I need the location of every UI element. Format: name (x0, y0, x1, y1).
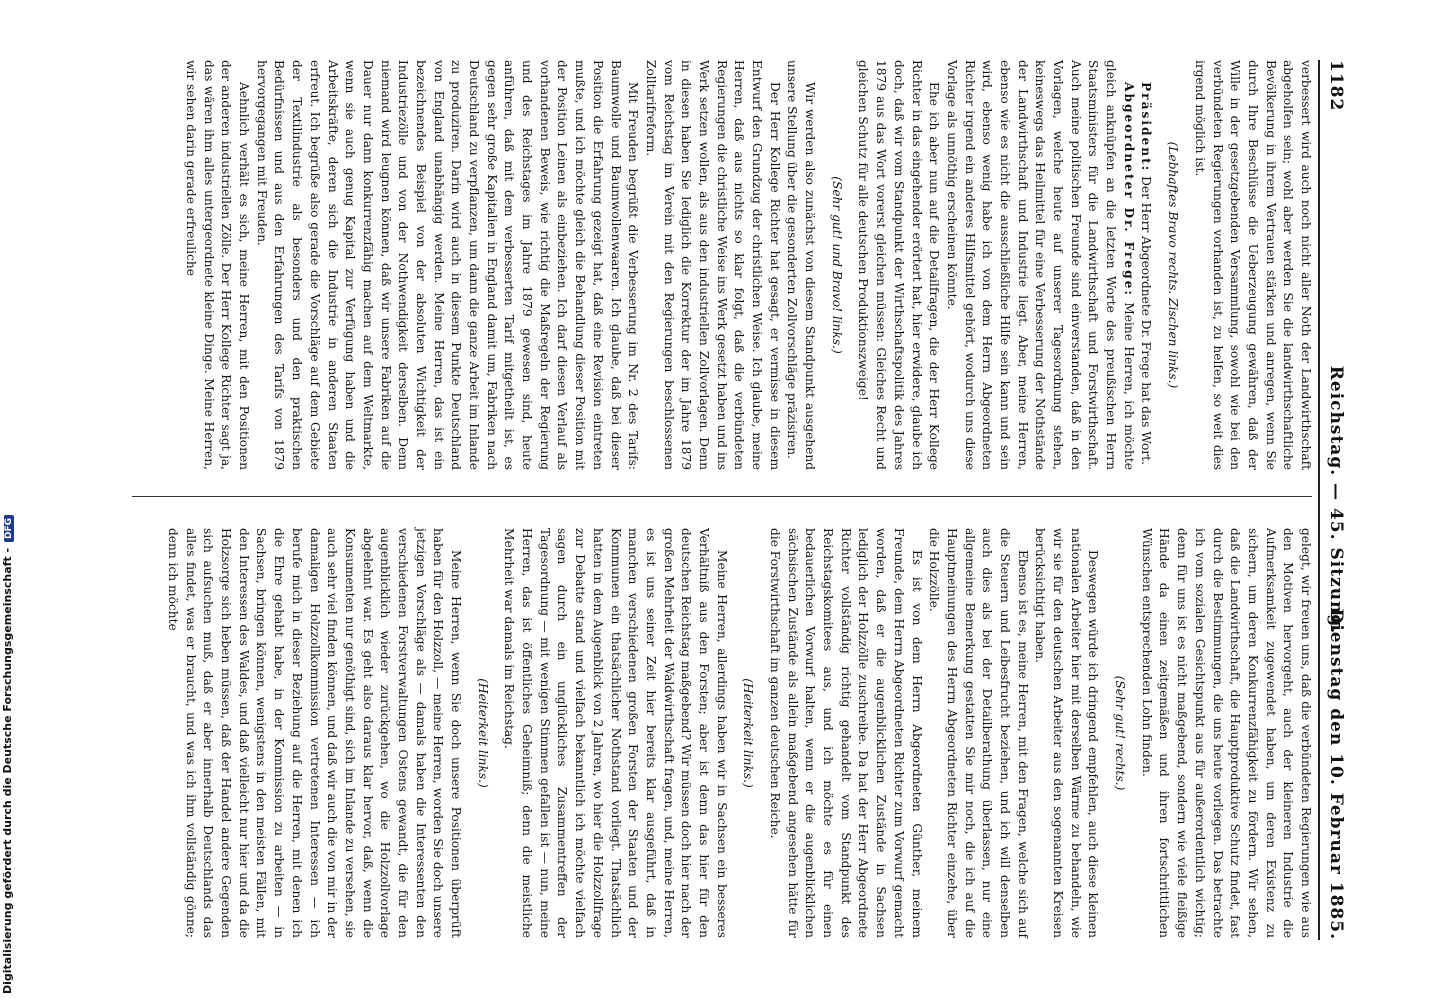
paragraph: Aehnlich verhält es sich, meine Herren, mit den Positionen der anderen industriellen Zölle. Der Herr Kollege Richter sagt ja, das wären ihm alles untergeordnete kleine Dinge. Meine Herren, wir sehen darin gerade erfreuliche (184, 60, 252, 470)
paragraph: Der Herr Kollege Richter hat gesagt, er vermisse in diesem Entwurf den Grundzug der christlichen Weise. Ich glaube, meine Herren, daß aus nichts so klar folgt, daß die verbündeten Regierungen die christliche Weise ins Werk gesetzt haben und ins Werk setzen wollen, als aus den industriellen Zollvorlagen. Denn in diesen haben Sie lediglich die Korrektur der im Jahre 1879 vom Reichstag im Verein mit den Regierungen beschlossenen Zolltarifreform. (643, 60, 782, 470)
paragraph: Ehe ich aber nun auf die Detailfragen, die der Herr Kollege Richter in das eingehender erörtert hat, hier erwidere, glaube ich doch, daß wir vom Standpunkt der Wirthschaftspolitik des Jahres 1879 aus das Wort vorerst gleichen müssen: Gleiches Recht und gleichen Schutz für alle deutschen Produktionszweige! (856, 60, 942, 470)
digitization-credit-strip (0, 0, 16, 1000)
stage-direction: (Sehr gut! und Bravo! links.) (829, 176, 844, 354)
scanned-page (120, 0, 1432, 1000)
paragraph: gelegt, wir freuen uns, daß die verbündeten Regierungen wie aus den Motiven hervorgeht, auch der kleineren Industrie die Aufmerksamkeit zugewendet haben, um deren Existenz zu sichern, um deren Konkurrenzfähigkeit zu fördern. Wir sehen, daß die Landwirthschaft, die Hauptproduktive Schutz findet, fast durch die Bestimmungen, die uns heute vorliegen. Das betrachte ich vom sozialen Gesichtspunkt aus für außerordentlich wichtig; denn für uns ist es nicht maßgebend, sondern wie viele fleißige Hände da einen zeitgemäßen und ihren fortschrittlichen Wünschen entsprechenden Lohn finden. (1139, 528, 1313, 938)
paragraph: Meine Herren, wenn Sie doch unsere Positionen überprüft haben für den Holzzoll, — meine Herren, worden Sie doch unsere jetzigen Vorschläge als — damals haben die Interessenten den verschiedenen Forstverwaltungen Ostens gewandt, die für den augenblicklich wieder zurückgehen, wo die Holzzollvorlage abgelehnt war. Es geht also daraus klar hervor, daß, wenn die Konsumenten nur genöthigt sind, sich im Inlande zu versehen, sie auch sehr viel finden können, und daß wir auch die von mir in der damaligen Holzzollkommission vertretenen Interessen — ich berufe mich in dieser Beziehung auf die Herren, mit denen ich die Ehre gehabt habe, in der Kommission zu arbeiten — in Sachsen, bringen können, wenigstens in den meisten Fällen, mit den Interessen des Waldes, und daß vielleicht nur hier und da die Holzsorge sich heben müssen, daß der Handel andere Gegenden sich aufsuchen muß, daß er aber innerhalb Deutschlands das alles findet, was er braucht, und was ich ihm vollständig gönne; denn ich möchte (166, 528, 464, 938)
paragraph: verbessert wird auch noch nicht aller Noth der Landwirthschaft abgeholfen sein; wohl aber werden Sie die landwirthschaftliche Bevölkerung in ihrem Vertrauen stärken und anregen, wenn Sie durch Ihre Beschlüsse die Ueberzeugung gewähren, daß der Wille in der gesetzgebenden Versammlung, sowohl wie bei den verbündeten Regierungen vorhanden ist, zu helfen, so weit dies irgend möglich ist. (1192, 60, 1313, 470)
stage-direction: (Heiterkeit links.) (475, 678, 490, 788)
right-column (163, 528, 1314, 938)
stage-direction: (Lebhaftes Bravo rechts. Zischen links.) (1166, 141, 1181, 389)
speech-text: Meine Herren, ich möchte gleich anknüpfen an die letzten Worte des preußischen Herrn Staatsministers für die Landwirthschaft und Forstwirthschaft. Auch meine politischen Freunde sind einverstanden, daß in den Vorlagen, welche heute auf unserer Tagesordnung stehen, keineswegs das Heilmittel für eine Verbesserung der Nothstände der Landwirthschaft und Industrie liegt. Aber, meine Herren, ebenso wie es nicht die ausschließliche Hilfe sein kann und sein wird, ebenso wenig habe ich von dem Herrn Abgeordneten Richter irgend ein anderes Hilfsmittel gehört, wodurch uns diese Vorlage als unnöthig erscheinen könnte. (944, 60, 1136, 470)
paragraph: Ebenso ist es, meine Herren, mit den Fragen, welche sich auf die Steuern und Leibesfrucht beziehen, und ich will denselben auch dies als bei der Detailberathung überlassen, nur eine allgemeine Bemerkung gestatten Sie mir noch, die ich auf die Hauptmeinungen des Herrn Abgeordneten Richter einzehe, über die Holzzölle. (927, 528, 1030, 938)
stage-direction: (Sehr gut! rechts.) (1113, 675, 1128, 791)
page-title: Reichstag. — 45. Sitzung. (1326, 365, 1346, 635)
paragraph: Mit Freuden begrüßt die Verbesserung im Nr. 2 des Tarifs: Baumwolle und Baumwollenwaaren. Ich glaube, daß bei dieser Position die Erfahrung gezeigt hat, daß eine Revision eintreten mußte, und ich möchte gleich die Behandlung dieser Position mit der Position Leinen als einbeziehen. Ich darf diesen Verlauf als vorhandenen Beweis, wie richtig die Maßregeln der Regierung und des Reichstages im Jahre 1879 gewesen sind, heute anführen, daß mit dem verbesserten Tarif mitgetheilt ist, es gegen sehr große Kapitalien in England damit um, Fabriken nach Deutschland zu verpflanzen, um dann die ganze Arbeit im Inlande zu produziren. Darin wird auch in diesem Punkte Deutschland von England unabhängig werden. Meine Herren, das ist ein bezeichnendes Beispiel von der absoluten Wichtigkeit der Industriezölle und von der Nothwendigkeit derselben. Denn niemand wird leugnen können, daß wir unsere Fabriken auf die Dauer nur dann konkurrenzfähig machen auf dem Weltmarkte, wenn sie auch genug Kapital zur Verfügung haben und die Arbeitskräfte, deren sich die Industrie in anderen Staaten erfreut. Ich begrüße also gerade die Vorschläge auf dem Gebiete der Textilindustrie als besonders und den praktischen Bedürfnissen und aus den Erfahrungen des Tarifs von 1879 hervorgegangen mit Freuden. (254, 60, 641, 470)
paragraph: Deswegen würde ich dringend empfehlen, auch diese kleinen nationalen Arbeiter hier mit derselben Wärme zu behandeln, wie wir sie für den deutschen Arbeiter aus den sogenannten Kreisen berücksichtigt haben. (1033, 528, 1101, 938)
page-header (1318, 60, 1350, 940)
speech-text: Der Herr Abgeordnete Dr. Frege hat das Wort. (1139, 172, 1154, 465)
dfg-logo: DFG (4, 515, 14, 542)
digitization-credit (1, 14, 14, 994)
session-date: Dienstag den 10. Februar 1885. (1326, 608, 1346, 940)
paragraph: Es ist von dem Herrn Abgeordneten Günther, meinem Freunde, dem Herrn Abgeordneten Richter zum Vorwurf gemacht worden, daß er die augenblicklichen Zustände in Sachsen lediglich der Holzzölle zuschreibe. Da hat der Herr Abgeordnete Richter vollständig richtig gehandelt vom Standpunkt des Reichstagskomitees aus, und ich möchte es für einen bedauerlichen Vorwurf halten, wenn er die augenblicklichen sächsischen Zustände als allein maßgebend angesehen hätte für die Forstwirthschaft im ganzen deutschen Reiche. (768, 528, 924, 938)
speaker-name: Präsident: (1139, 82, 1154, 173)
speaker-name: Abgeordneter Dr. Frege: (1121, 82, 1136, 297)
page-number: 1182 (1326, 60, 1346, 112)
digitization-credit-text: Digitalisierung gefördert durch die Deutsche Forschungsgemeinschaft - (1, 547, 14, 994)
column-divider (132, 496, 1312, 497)
speaker-paragraph (942, 60, 1137, 470)
stage-direction: (Heiterkeit links.) (741, 678, 756, 788)
left-column (181, 60, 1314, 470)
paragraph: Meine Herren, allerdings haben wir in Sachsen ein besseres Verhältniß aus den Forsten; aber ist denn das hier für den deutschen Reichstag maßgebend? Wir müssen doch hier nach der großen Mehrheit der Waldwirthschaft fragen, und, meine Herren, es ist uns seiner Zeit hier bereits klar ausgeführt, daß in manchen verschiedenen großen Forsten der Staaten und der Kommunen ein thatsächlicher Nothstand vorliegt. Thatsächlich hatten in dem Augenblick von 2 Jahren, wo hier die Holzzollfrage zur Debatte stand und vielfach bekanntlich ich möchte vielfach sagen durch ein unglückliches Zusammentreffen der Tagesordnung — mit wenigen Stimmen gefallen ist — nun, meine Herren, das ist öffentliches Geheimniß; denn die meistliche Mehrheit war damals im Reichstag. (502, 528, 729, 938)
speaker-paragraph (1137, 60, 1155, 470)
paragraph: Wir werden also zunächst von diesem Standpunkt ausgehend unsere Stellung über die gesonderten Zollvorschläge präzisiren. (785, 60, 818, 470)
